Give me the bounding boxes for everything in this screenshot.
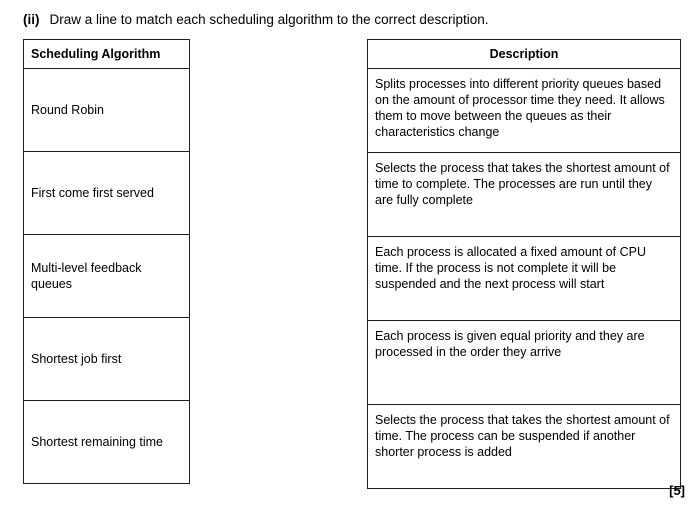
algorithm-cell[interactable]: Multi-level feedback queues [24,234,190,317]
table-row [24,151,190,234]
description-cell[interactable]: Each process is allocated a fixed amount of CPU time. If the process is not complete it will be suspended and the next process will start [368,236,681,320]
description-cell[interactable]: Each process is given equal priority and they are processed in the order they arrive [368,320,681,404]
algorithm-cell[interactable]: First come first served [24,151,190,234]
description-table [367,39,681,489]
table-row [368,68,681,152]
description-cell[interactable]: Selects the process that takes the shortest amount of time. The process can be suspended if another shorter process is added [368,404,681,488]
matching-exercise [23,39,681,489]
table-header-row [24,39,190,68]
description-cell[interactable]: Selects the process that takes the shortest amount of time to complete. The processes are run until they are fully complete [368,152,681,236]
algorithm-cell[interactable]: Round Robin [24,68,190,151]
table-row [24,317,190,400]
algorithm-cell[interactable]: Shortest job first [24,317,190,400]
table-row [368,320,681,404]
question-prompt [23,11,687,29]
table-row [24,234,190,317]
table-row [368,404,681,488]
description-cell[interactable]: Splits processes into different priority queues based on the amount of processor time they need. It allows them to move between the queues as their characteristics change [368,68,681,152]
table-header-row [368,39,681,68]
marks-allocation: [5] [669,483,685,498]
algorithm-cell[interactable]: Shortest remaining time [24,400,190,483]
scheduling-algorithm-header: Scheduling Algorithm [24,39,190,68]
question-text: Draw a line to match each scheduling algorithm to the correct description. [49,12,489,27]
question-number: (ii) [23,12,40,27]
table-row [368,152,681,236]
scheduling-algorithm-table [23,39,190,484]
table-row [368,236,681,320]
table-row [24,68,190,151]
description-header: Description [368,39,681,68]
table-row [24,400,190,483]
